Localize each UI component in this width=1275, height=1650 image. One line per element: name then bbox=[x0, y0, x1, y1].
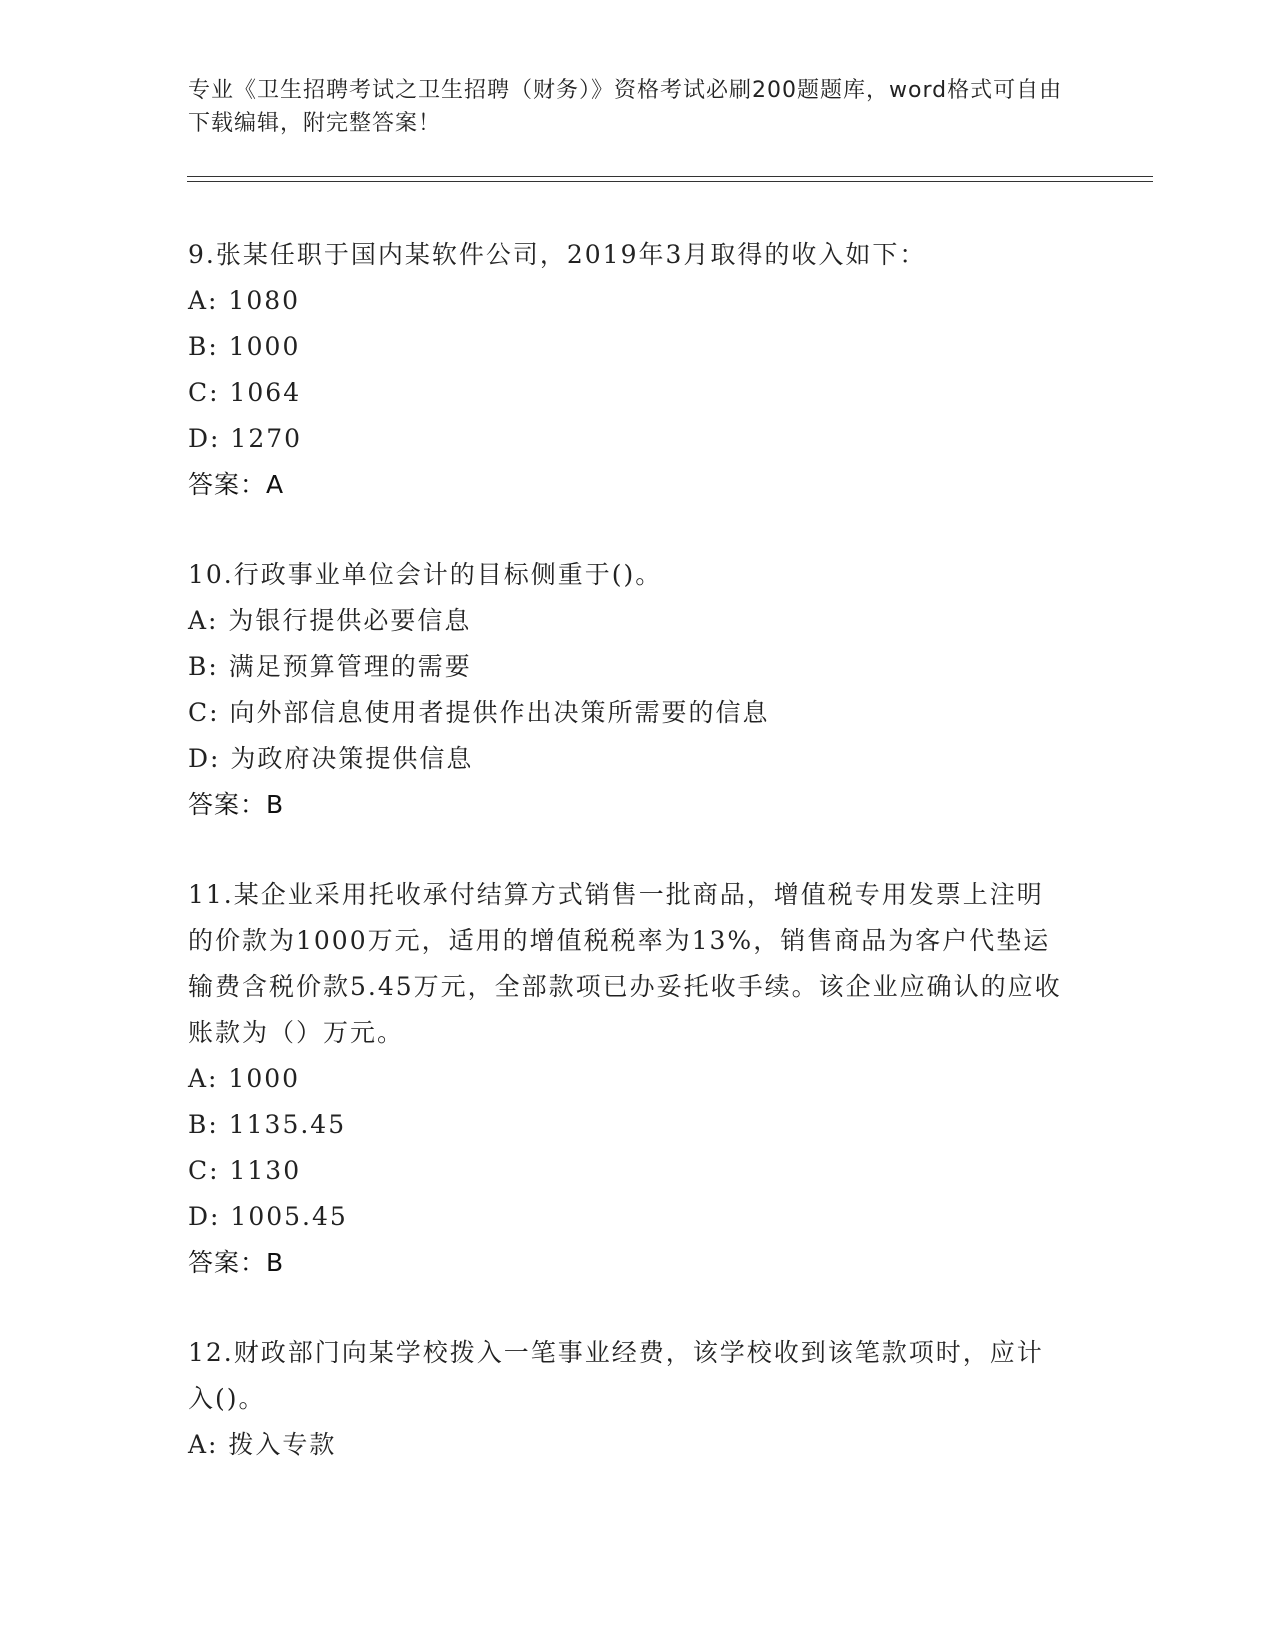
question-stem: 11.某企业采用托收承付结算方式销售一批商品，增值税专用发票上注明的价款为1000万元，适用的增值税税率为13%，销售商品为客户代垫运输费含税价款5.45万元，全部款项已办妥托收手续。该企业应确认的应收账款为（）万元。 bbox=[188, 880, 1062, 1047]
option-d: D: 1005.45 bbox=[188, 1202, 348, 1231]
question-9 bbox=[188, 232, 1068, 508]
question-stem: 10.行政事业单位会计的目标侧重于()。 bbox=[188, 560, 663, 589]
option-a: A: 拨入专款 bbox=[188, 1430, 337, 1459]
option-a: A: 1000 bbox=[188, 1064, 301, 1093]
question-list bbox=[188, 232, 1068, 1512]
document-header: 专业《卫生招聘考试之卫生招聘（财务）》资格考试必刷200题题库，word格式可自由下载编辑，附完整答案！ bbox=[188, 78, 1063, 136]
question-stem: 9.张某任职于国内某软件公司，2019年3月取得的收入如下： bbox=[188, 240, 927, 269]
answer-line: 答案：B bbox=[188, 790, 285, 819]
option-c: C: 向外部信息使用者提供作出决策所需要的信息 bbox=[188, 698, 770, 727]
option-c: C: 1064 bbox=[188, 378, 302, 407]
answer-line: 答案：A bbox=[188, 470, 285, 499]
question-stem: 12.财政部门向某学校拨入一笔事业经费，该学校收到该笔款项时，应计入()。 bbox=[188, 1338, 1044, 1413]
option-b: B: 1000 bbox=[188, 332, 301, 361]
answer-line: 答案：B bbox=[188, 1248, 285, 1277]
option-a: A: 1080 bbox=[188, 286, 301, 315]
question-12 bbox=[188, 1330, 1068, 1468]
question-11 bbox=[188, 872, 1068, 1286]
option-a: A: 为银行提供必要信息 bbox=[188, 606, 472, 635]
option-d: D: 为政府决策提供信息 bbox=[188, 744, 474, 773]
option-b: B: 1135.45 bbox=[188, 1110, 347, 1139]
option-c: C: 1130 bbox=[188, 1156, 302, 1185]
option-b: B: 满足预算管理的需要 bbox=[188, 652, 472, 681]
question-10 bbox=[188, 552, 1068, 828]
header-rule-top bbox=[187, 176, 1153, 177]
option-d: D: 1270 bbox=[188, 424, 303, 453]
header-rule-bottom bbox=[187, 181, 1153, 182]
